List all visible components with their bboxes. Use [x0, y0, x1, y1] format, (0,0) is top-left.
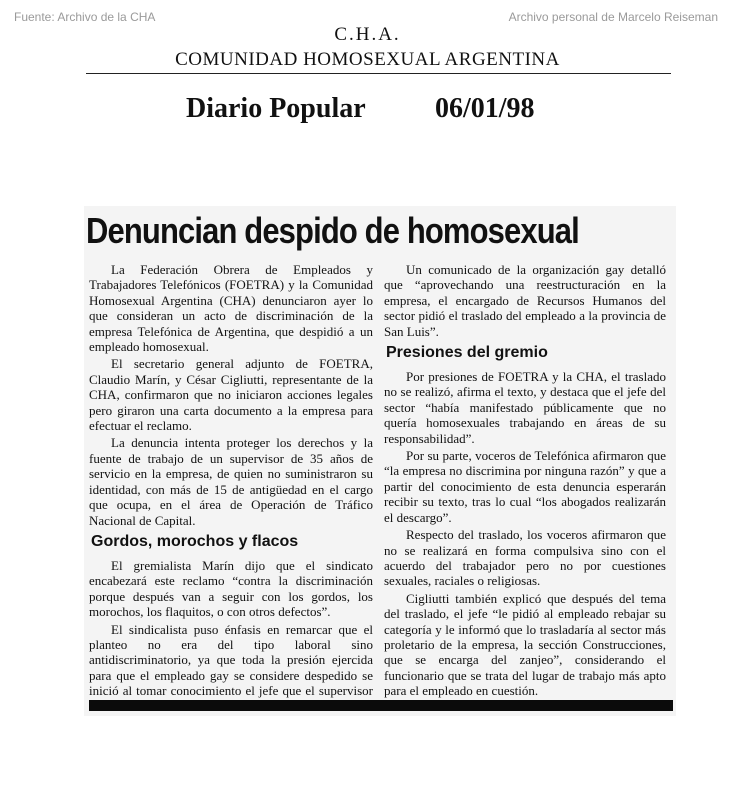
source-left-caption: Fuente: Archivo de la CHA	[14, 10, 156, 24]
source-right-caption: Archivo personal de Marcelo Reiseman	[508, 10, 718, 24]
article-paragraph: El secretario general adjunto de FOETRA, Claudio Marín, y César Cigliutti, representante de la CHA, confirmaron que no iniciaron acciones legales pero giraron una carta documento a la empresa para efectuar el reclamo.	[89, 356, 373, 434]
article-paragraph: Por presiones de FOETRA y la CHA, el traslado no se realizó, afirma el texto, y destaca que el jefe del sector “había manifestado públicamente que no quería homosexuales trabajando en áreas de su responsabilidad”.	[384, 369, 666, 446]
newspaper-name: Diario Popular	[186, 93, 366, 124]
org-abbreviation: C.H.A.	[334, 24, 401, 45]
article-paragraph: El sindicalista puso énfasis en remarcar que el planteo no era del tipo laboral sino antidiscriminatorio, ya que toda la presión ejercida para que el empleado gay se considere despedido se inició al tomar conocimiento el jefe que el supervisor	[89, 621, 373, 699]
article-paragraph: Un comunicado de la organización gay detalló que “aprovechando una reestructuración en la empresa, el encargado de Recursos Humanos del sector pidió el traslado del empleado a la provincia de San Luis”.	[384, 262, 666, 339]
article-paragraph: Cigliutti también explicó que después del tema del traslado, el jefe “le pidió al empleado rebajar su categoría y le informó que lo trasladaría al sector más proletario de la empresa, la sección Construcciones, que se encarga del zanjeo”, considerando el funcionario que se trata del lugar de trabajo más apto para el empleado en cuestión.	[384, 590, 666, 699]
article-right-column	[384, 262, 666, 701]
article-headline: Denuncian despido de homosexual	[86, 210, 579, 251]
publication-date: 06/01/98	[435, 93, 535, 124]
article-paragraph: El gremialista Marín dijo que el sindicato encabezará este reclamo “contra la discriminación porque después van a seguir con los gordos, los morochos, los flaquitos, o con otros defectos”.	[89, 557, 373, 620]
section-subheading: Gordos, morochos y flacos	[91, 532, 299, 550]
article-paragraph: La denuncia intenta proteger los derechos y la fuente de trabajo de un supervisor de 35 años de servicio en la empresa, de quien no suministraron su identidad, con más de 15 de antigüedad en el cargo que ocupa, en el área de Operación de Tráfico Nacional de Capital.	[89, 435, 373, 528]
clipping-bottom-bar	[89, 700, 673, 711]
org-name: COMUNIDAD HOMOSEXUAL ARGENTINA	[175, 49, 560, 70]
article-paragraph: Respecto del traslado, los voceros afirmaron que no se realizará en forma compulsiva sino con el acuerdo del trabajador pero no por cuestiones sexuales, raciales o religiosas.	[384, 527, 666, 589]
article-paragraph: La Federación Obrera de Empleados y Trabajadores Telefónicos (FOETRA) y la Comunidad Homosexual Argentina (CHA) denunciaron ayer lo que consideran un acto de discriminación de la empresa Telefónica de Argentina, que despidió a un empleado homosexual.	[89, 262, 373, 355]
article-paragraph: Por su parte, voceros de Telefónica afirmaron que “la empresa no discrimina por ninguna razón” y que a partir del conocimiento de esta denuncia esperarán recibir su texto, tras lo cual “los abogados realizarán el descargo”.	[384, 448, 666, 525]
section-subheading: Presiones del gremio	[386, 344, 548, 362]
header-divider	[86, 73, 671, 74]
article-left-column	[89, 262, 373, 716]
